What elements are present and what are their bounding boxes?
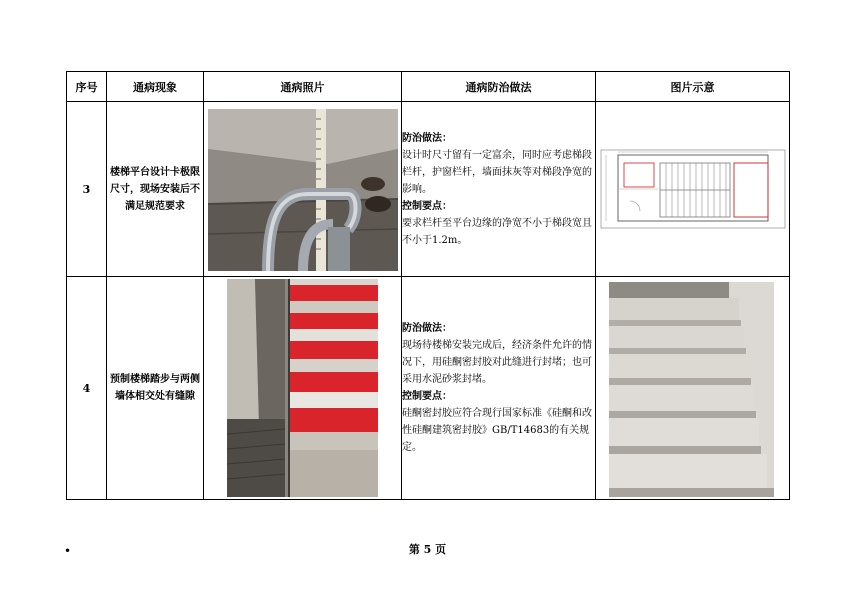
method-label: 防治做法：	[402, 132, 452, 144]
red-stair-steps-photo	[227, 279, 378, 497]
method-text: 设计时尺寸留有一定富余，同时应考虑梯段栏杆，护窗栏杆，墙面抹灰等对梯段净宽的影响。	[402, 149, 592, 195]
control-text: 要求栏杆至平台边缘的净宽不小于梯段宽且不小于1.2m。	[402, 217, 592, 246]
table-header-row	[67, 72, 790, 102]
control-label: 控制要点：	[402, 391, 452, 402]
method-cell	[402, 277, 596, 500]
table-row	[67, 277, 790, 500]
method-cell	[402, 102, 596, 277]
table-row	[67, 102, 790, 277]
header-diagram: 图片示意	[596, 72, 790, 102]
control-text: 硅酮密封胶应符合现行国家标准《硅酮和改性硅酮建筑密封胶》GB/T14683的有关规定。	[402, 408, 592, 453]
stair-railing-tape-photo	[208, 109, 398, 271]
header-issue: 通病现象	[107, 72, 204, 102]
stair-plan-drawing	[600, 149, 786, 229]
diagram-cell	[596, 102, 790, 277]
method-text: 现场待楼梯安装完成后，经济条件允许的情况下，用硅酮密封胶对此缝进行封堵；也可采用水泥砂浆封堵。	[402, 340, 592, 385]
issue-text: 预制楼梯踏步与两侧墙体相交处有缝隙	[107, 277, 204, 500]
control-label: 控制要点：	[402, 200, 452, 212]
header-index: 序号	[67, 72, 107, 102]
header-method: 通病防治做法	[402, 72, 596, 102]
diagram-cell	[596, 277, 790, 500]
grey-stair-steps-photo	[609, 282, 774, 497]
header-photo: 通病照片	[204, 72, 402, 102]
row-number: 3	[67, 102, 107, 277]
method-label: 防治做法：	[402, 323, 452, 334]
defects-table	[66, 71, 790, 500]
photo-cell	[204, 277, 402, 500]
photo-cell	[204, 102, 402, 277]
issue-text: 楼梯平台设计卡极限尺寸，现场安装后不满足规范要求	[107, 102, 204, 277]
page-number: 第 5 页	[408, 543, 447, 556]
footer-bullet: •	[64, 544, 72, 558]
row-number: 4	[67, 277, 107, 500]
